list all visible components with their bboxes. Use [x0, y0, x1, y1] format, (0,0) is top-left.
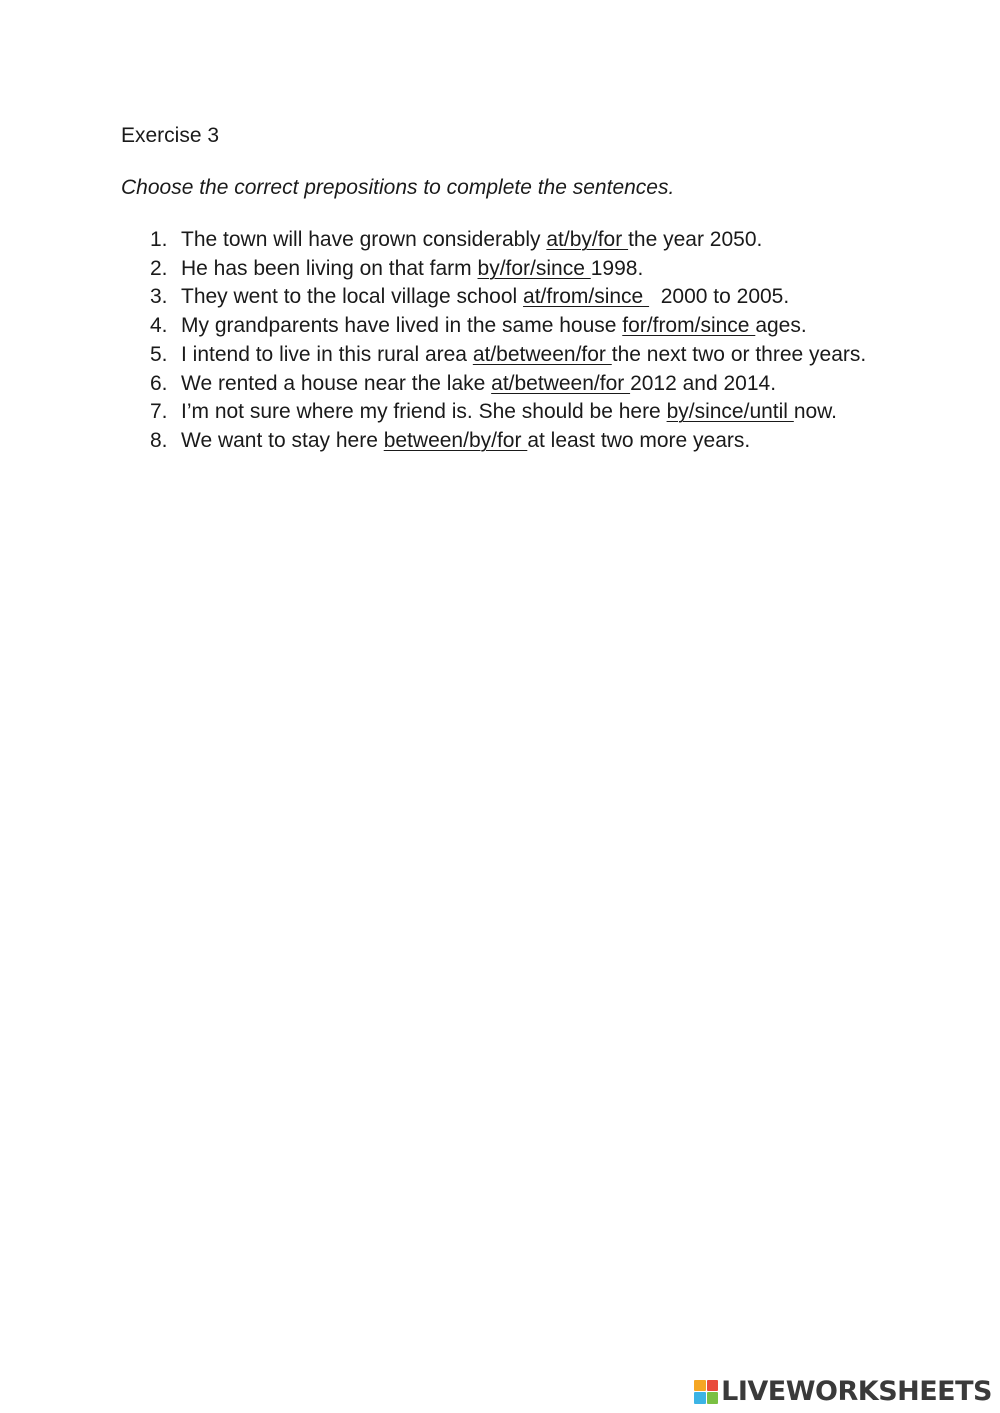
- question-text-before: He has been living on that farm: [181, 256, 478, 280]
- question-text-after: 1998.: [590, 256, 644, 280]
- question-text-before: The town will have grown considerably: [181, 228, 547, 251]
- logo-tile: [694, 1392, 706, 1404]
- exercise-instructions: Choose the correct prepositions to complete the sentences.: [121, 176, 675, 199]
- question-text-after: at least two more years.: [527, 428, 751, 452]
- question-item: [150, 255, 890, 284]
- question-item: [150, 312, 890, 341]
- logo-text: LIVEWORKSHEETS: [721, 1376, 992, 1407]
- question-text-before: We rented a house near the lake: [181, 371, 492, 395]
- question-number: 7.: [150, 400, 168, 424]
- logo-tile: [707, 1392, 719, 1404]
- question-number: 8.: [150, 428, 168, 452]
- question-text-after: 2000 to 2005.: [649, 285, 790, 309]
- question-text-before: I intend to live in this rural area: [181, 342, 473, 366]
- question-item: [150, 341, 890, 370]
- question-text-before: They went to the local village school: [181, 285, 524, 309]
- preposition-options[interactable]: at/by/for: [546, 228, 629, 251]
- question-item: [150, 283, 890, 312]
- preposition-options[interactable]: by/since/until: [666, 400, 794, 424]
- question-text-before: My grandparents have lived in the same house: [181, 314, 623, 338]
- question-item: [150, 427, 890, 456]
- question-number: 3.: [150, 285, 168, 309]
- preposition-options[interactable]: for/from/since: [622, 314, 756, 338]
- logo-tile: [707, 1380, 719, 1392]
- question-number: 5.: [150, 342, 168, 366]
- logo-tile: [694, 1380, 706, 1392]
- question-text-after: 2012 and 2014.: [630, 371, 777, 395]
- liveworksheets-logo[interactable]: [694, 1376, 992, 1407]
- exercise-title: Exercise 3: [121, 124, 220, 147]
- question-item: [150, 370, 890, 399]
- question-item: [150, 398, 890, 427]
- question-text-before: We want to stay here: [181, 428, 384, 452]
- question-number: 2.: [150, 256, 168, 280]
- question-number: 6.: [150, 371, 168, 395]
- question-text-before: I’m not sure where my friend is. She should be here: [181, 400, 667, 424]
- question-number: 1.: [150, 228, 168, 251]
- question-number: 4.: [150, 314, 168, 338]
- question-text-after: ages.: [755, 314, 807, 338]
- question-text-after: the next two or three years.: [611, 342, 867, 366]
- preposition-options[interactable]: by/for/since: [477, 256, 591, 280]
- question-text-after: the year 2050.: [628, 228, 763, 251]
- preposition-options[interactable]: at/between/for: [491, 371, 631, 395]
- liveworksheets-logo-icon: [694, 1380, 718, 1404]
- preposition-options[interactable]: at/from/since: [523, 285, 650, 309]
- question-item: [150, 226, 890, 255]
- preposition-options[interactable]: between/by/for: [383, 428, 528, 452]
- question-text-after: now.: [793, 400, 838, 424]
- preposition-options[interactable]: at/between/for: [472, 342, 612, 366]
- question-list: [150, 226, 890, 456]
